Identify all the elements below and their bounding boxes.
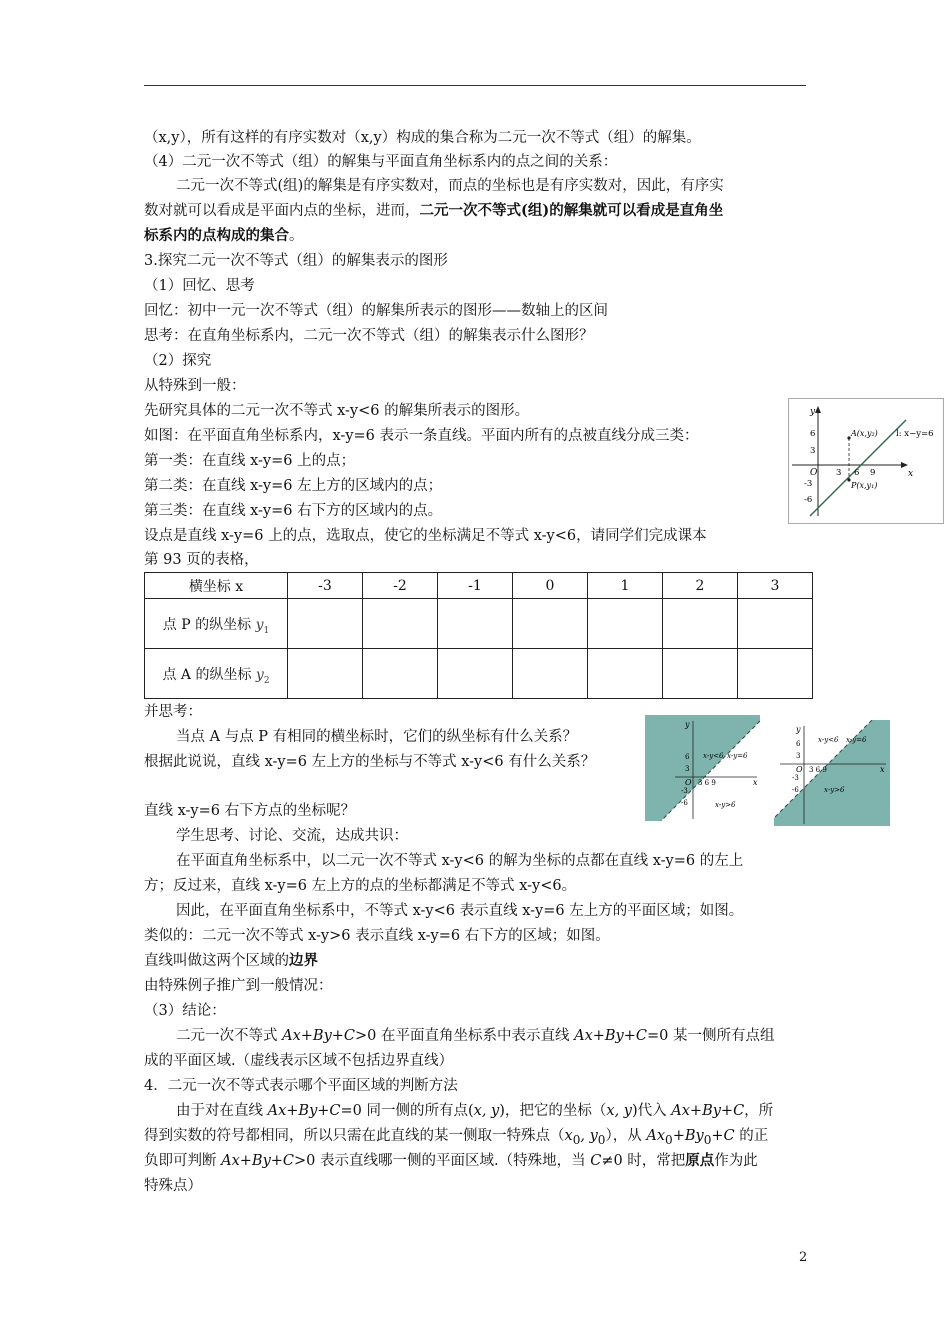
math-subscript: 0: [665, 1132, 673, 1147]
var-subscript: 1: [263, 625, 270, 636]
table-header-cell: 横坐标 x: [145, 573, 288, 599]
text-line: 先研究具体的二元一次不等式 x-y<6 的解集所表示的图形。: [144, 403, 530, 419]
text-line: 方；反过来，直线 x-y=6 左上方的点的坐标都满足不等式 x-y<6。: [144, 878, 577, 894]
text-line: （3）结论：: [144, 1003, 226, 1019]
tick-label: 3: [810, 446, 816, 456]
row-label-var: [255, 666, 270, 686]
text-run: 的正: [734, 1128, 769, 1144]
tick-label: 3 6 9: [698, 779, 716, 787]
math-expr: +By: [672, 1128, 704, 1144]
text-line: [176, 1101, 773, 1121]
tick-label: 3: [685, 765, 690, 773]
table-header-row: [145, 573, 813, 599]
table-input-cell[interactable]: [288, 649, 363, 699]
tick-label: 3: [796, 752, 801, 760]
text-line: 从特殊到一般：: [144, 378, 246, 394]
figure-region-upper: [645, 715, 760, 821]
section-heading: 3.探究二元一次不等式（组）的解集表示的图形: [144, 253, 448, 269]
math-expr: Ax+By+C: [267, 1103, 341, 1119]
bold-text: 二元一次不等式(组)的解集就可以看成是直角坐: [419, 202, 724, 219]
text-run: 由于对在直线: [176, 1103, 268, 1119]
tick-label: 6: [796, 740, 801, 748]
row-label-text: 点 P 的纵坐标: [162, 616, 252, 633]
tick-label: -6: [681, 799, 688, 807]
math-subscript: 0: [703, 1132, 712, 1147]
math-expr: C: [590, 1153, 602, 1169]
text-line: 由特殊例子推广到一般情况：: [144, 978, 333, 994]
math-expr: Ax+By+C: [282, 1028, 355, 1044]
text-line: （4）二元一次不等式（组）的解集与平面直角坐标系内的点之间的关系：: [144, 154, 618, 170]
text-line: 直线 x-y=6 右下方点的坐标呢？: [144, 803, 356, 819]
text-line: [144, 226, 304, 246]
text-line: （2）探究: [144, 353, 212, 369]
table-header-cell: 2: [663, 573, 738, 599]
y-axis-label: y: [810, 407, 816, 417]
text-line: 回忆：初中一元一次不等式（组）的解集所表示的图形——数轴上的区间: [144, 303, 608, 319]
math-expr: x, y: [473, 1103, 500, 1119]
tick-label: -6: [804, 495, 813, 505]
x-axis-label: x: [908, 469, 914, 479]
math-subscript: 0: [572, 1132, 581, 1147]
table-input-cell[interactable]: [588, 599, 663, 649]
table-header-cell: -1: [438, 573, 513, 599]
math-expr: , y: [580, 1128, 598, 1144]
row-label-text: 点 A 的纵坐标: [162, 666, 252, 683]
tick-label: 3 6 9: [809, 766, 827, 774]
line-label: l: x−y=6: [896, 429, 934, 439]
x-axis-label: x: [880, 765, 885, 774]
text-line: （x,y），所有这样的有序实数对（x,y）构成的集合称为二元一次不等式（组）的解集。: [144, 130, 701, 146]
tick-label: -3: [792, 774, 799, 782]
table-row: [145, 649, 813, 699]
table-input-cell[interactable]: [738, 649, 813, 699]
text-run: 直线叫做这两个区域的: [144, 953, 289, 969]
math-subscript: 0: [597, 1132, 606, 1147]
tick-label: -3: [804, 479, 813, 489]
text-run: 负即可判断: [144, 1153, 222, 1169]
tick-label: -6: [792, 786, 799, 794]
text-line: 设点是直线 x-y=6 上的点，选取点，使它的坐标满足不等式 x-y<6，请同学们完成课本: [144, 528, 707, 544]
text-line: 当点 A 与点 P 有相同的横坐标时，它们的纵坐标有什么关系？: [176, 729, 578, 745]
region-label: x-y<6: [703, 752, 724, 760]
var-letter: y: [255, 666, 264, 683]
text-run: =0 同一侧的所有点(: [340, 1103, 474, 1119]
table-input-cell[interactable]: [363, 649, 438, 699]
tick-label: -3: [681, 787, 688, 795]
table-input-cell[interactable]: [363, 599, 438, 649]
text-run: )代入: [632, 1103, 672, 1119]
text-run: >0 在平面直角坐标系中表示直线: [355, 1028, 575, 1044]
text-line: 并思考：: [144, 704, 202, 720]
math-expr: x: [564, 1128, 573, 1144]
table-header-cell: 1: [588, 573, 663, 599]
region-label: x-y<6: [818, 736, 839, 744]
table-input-cell[interactable]: [438, 649, 513, 699]
tick-label: 9: [870, 468, 876, 478]
text-run: ），从: [605, 1128, 647, 1144]
text-line: 特殊点）: [144, 1178, 202, 1194]
text-line: [144, 951, 318, 971]
tick-label: 6: [854, 468, 860, 478]
text-line: （1）回忆、思考: [144, 278, 255, 294]
line-label: x-y=6: [727, 752, 748, 760]
table-header-cell: -2: [363, 573, 438, 599]
tick-label: 3: [836, 468, 842, 478]
table-row: [145, 599, 813, 649]
text-line: 在平面直角坐标系中，以二元一次不等式 x-y<6 的解为坐标的点都在直线 x-y=6 的左上: [176, 853, 744, 869]
y-axis-label: y: [685, 720, 690, 729]
point-p-label: P(x,y₁): [851, 481, 878, 490]
math-expr: +C: [711, 1128, 735, 1144]
text-line: 第一类：在直线 x-y=6 上的点；: [144, 453, 356, 469]
x-axis-label: x: [753, 778, 758, 787]
origin-label: O: [810, 468, 818, 478]
table-row-label: [145, 599, 288, 649]
math-expr: Ax+By+C: [574, 1028, 647, 1044]
text-line: 因此，在平面直角坐标系中，不等式 x-y<6 表示直线 x-y=6 左上方的平面区域；如图。: [176, 903, 744, 919]
table-input-cell[interactable]: [738, 599, 813, 649]
text-line: [144, 201, 723, 221]
text-line: 学生思考、讨论、交流，达成共识：: [176, 828, 408, 844]
table-header-cell: 3: [738, 573, 813, 599]
text-line: 如图：在平面直角坐标系内，x-y=6 表示一条直线。平面内所有的点被直线分成三类：: [144, 428, 699, 444]
bold-text: 边界: [289, 952, 318, 969]
var-letter: y: [255, 616, 264, 633]
text-line: 类似的：二元一次不等式 x-y>6 表示直线 x-y=6 右下方的区域；如图。: [144, 928, 610, 944]
text-line: 二元一次不等式(组)的解集是有序实数对，而点的坐标也是有序实数对，因此，有序实: [176, 178, 724, 194]
text-line: [144, 1126, 768, 1150]
table-input-cell[interactable]: [438, 599, 513, 649]
math-expr: Ax+By+C: [221, 1153, 294, 1169]
text-run: ，所: [744, 1103, 774, 1119]
text-run: =0 某一侧所有点组: [646, 1028, 775, 1044]
text-line: [144, 1151, 758, 1171]
bold-text: 标系内的点构成的集合: [144, 227, 289, 244]
bold-text: 原点: [685, 1152, 715, 1169]
row-label-var: [255, 616, 270, 636]
figure-line-graph: [788, 398, 944, 524]
text-line: [176, 1026, 774, 1046]
math-expr: x, y: [606, 1103, 632, 1119]
shaded-region: [645, 715, 760, 821]
text-line: 第 93 页的表格，: [144, 552, 259, 568]
header-rule: [144, 85, 806, 86]
table-input-cell[interactable]: [663, 599, 738, 649]
tick-label: 6: [685, 753, 690, 761]
table-input-cell[interactable]: [288, 599, 363, 649]
text-line: 思考：在直角坐标系内，二元一次不等式（组）的解集表示什么图形？: [144, 328, 594, 344]
math-expr: Ax: [646, 1128, 665, 1144]
page-number: 2: [799, 1250, 808, 1265]
table-header-cell: -3: [288, 573, 363, 599]
text-run: >0 表示直线哪一侧的平面区域.（特殊地，当: [294, 1153, 591, 1169]
point-a-label: A(x,y₂): [851, 429, 878, 438]
text-line: 第二类：在直线 x-y=6 左上方的区域内的点；: [144, 478, 443, 494]
region-label: x-y>6: [715, 801, 736, 809]
table-header-cell: 0: [513, 573, 588, 599]
math-expr: Ax+By+C: [671, 1103, 745, 1119]
text-run: )，把它的坐标（: [499, 1103, 607, 1119]
y-axis-label: y: [796, 725, 801, 734]
value-table: [144, 572, 813, 699]
table-input-cell[interactable]: [588, 649, 663, 699]
region-label: x-y>6: [824, 786, 845, 794]
origin-label: O: [685, 778, 692, 787]
text-run: 二元一次不等式: [176, 1028, 283, 1044]
text-run: 得到实数的符号都相同，所以只需在此直线的某一侧取一特殊点（: [144, 1128, 565, 1144]
text-run: 作为此: [714, 1153, 758, 1169]
text-line: 成的平面区域.（虚线表示区域不包括边界直线）: [144, 1053, 454, 1069]
table-row-label: [145, 649, 288, 699]
table-input-cell[interactable]: [513, 599, 588, 649]
text-line: 根据此说说，直线 x-y=6 左上方的坐标与不等式 x-y<6 有什么关系？: [144, 754, 596, 770]
table-input-cell[interactable]: [513, 649, 588, 699]
line-label: x-y=6: [846, 736, 867, 744]
var-subscript: 2: [263, 675, 270, 686]
text-run: 。: [289, 228, 304, 244]
section-heading: 4．二元一次不等式表示哪个平面区域的判断方法: [144, 1078, 458, 1094]
text-run: ≠0 时，常把: [601, 1153, 686, 1169]
tick-label: 6: [810, 429, 816, 439]
figure-region-lower: [774, 720, 890, 826]
text-run: 数对就可以看成是平面内点的坐标，进而，: [144, 203, 420, 219]
origin-label: O: [796, 765, 803, 774]
table-input-cell[interactable]: [663, 649, 738, 699]
text-line: 第三类：在直线 x-y=6 右下方的区域内的点。: [144, 503, 443, 519]
